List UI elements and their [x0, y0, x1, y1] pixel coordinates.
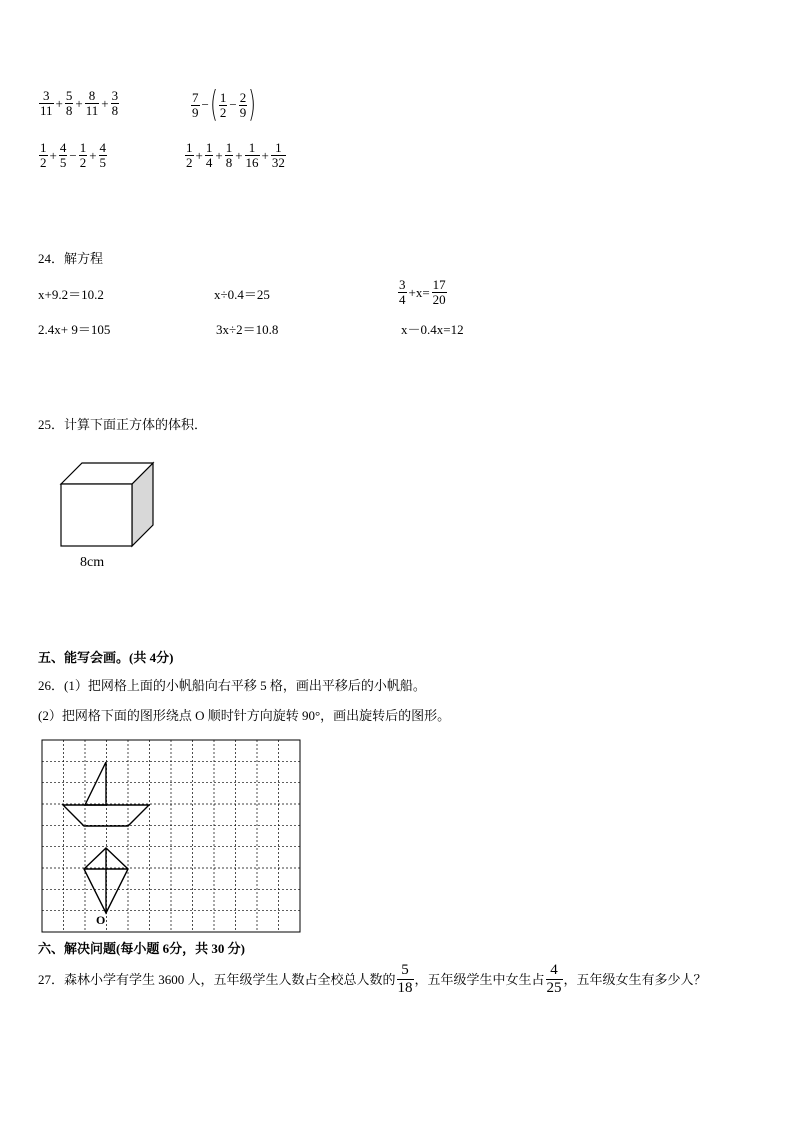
section-5-heading: 五、能写会画。(共 4分): [38, 650, 174, 665]
operator: −: [201, 97, 209, 112]
equation-1: x+9.2＝10.2: [38, 287, 104, 302]
sailboat-sail: [85, 762, 106, 805]
rotation-point-label: O: [96, 913, 106, 927]
fraction: $\frac{8}{11}$: [85, 88, 99, 118]
fraction: $\frac{5}{18}$: [397, 962, 413, 996]
question-24-title: 24．解方程: [38, 251, 104, 266]
fraction: $\frac{3}{4}$: [399, 277, 406, 307]
cube-front-face: [61, 484, 132, 546]
equation-6: x－0.4x=12: [401, 322, 464, 337]
section-6-heading: 六、解决问题(每小题 6分，共 30 分): [38, 941, 245, 956]
fraction: $\frac{1}{2}$: [79, 140, 87, 170]
fraction: $\frac{1}{2}$: [219, 89, 227, 120]
equation-4: 2.4x+ 9＝105: [38, 322, 111, 337]
sailboat-hull: [63, 805, 149, 826]
operator: −: [69, 147, 77, 163]
fraction: $\frac{1}{32}$: [271, 140, 285, 170]
question-27: [38, 962, 707, 997]
left-paren: (: [210, 84, 218, 125]
calc-expression-2: [190, 84, 257, 125]
fraction: $\frac{1}{4}$: [205, 140, 213, 170]
question-26-part-2: (2）把网格下面的图形绕点 O 顺时针方向旋转 90°，画出旋转后的图形。: [38, 708, 451, 723]
fraction: $\frac{1}{2}$: [40, 140, 47, 170]
fraction: $\frac{2}{9}$: [239, 89, 247, 120]
calc-expression-1: [38, 89, 120, 118]
fraction: $\frac{1}{2}$: [186, 140, 193, 170]
question-27-text-c: ，五年级女生有多少人？: [563, 971, 707, 987]
cube-figure: [58, 458, 158, 550]
fraction: $\frac{3}{11}$: [40, 88, 53, 118]
calc-expression-3: [38, 141, 108, 170]
question-26-part-1: 26．(1）把网格上面的小帆船向右平移 5 格，画出平移后的小帆船。: [38, 678, 426, 693]
operator: −: [229, 97, 237, 112]
fraction: $\frac{4}{5}$: [99, 140, 107, 170]
kite-figure: [84, 848, 128, 913]
right-paren: ): [248, 84, 257, 125]
operator: +: [75, 95, 83, 111]
fraction: $\frac{7}{9}$: [192, 89, 199, 120]
drawing-grid: [41, 739, 303, 934]
equation-3: [397, 278, 448, 307]
fraction: $\frac{5}{8}$: [65, 88, 73, 118]
fraction: $\frac{17}{20}$: [432, 277, 446, 307]
operator: +: [49, 147, 57, 163]
calc-expression-4: [184, 141, 287, 170]
fraction: $\frac{1}{8}$: [225, 140, 233, 170]
equation-3-middle: +x=: [408, 284, 430, 300]
fraction: $\frac{3}{8}$: [111, 88, 119, 118]
operator: +: [89, 147, 97, 163]
equation-5: 3x÷2＝10.8: [216, 322, 279, 337]
sailboat-figure: [63, 762, 149, 826]
operator: +: [215, 147, 223, 163]
operator: +: [55, 95, 63, 111]
fraction: $\frac{1}{16}$: [245, 140, 259, 170]
operator: +: [195, 147, 203, 163]
operator: +: [261, 147, 269, 163]
question-27-text-a: 27．森林小学有学生 3600 人，五年级学生人数占全校总人数的: [38, 971, 396, 987]
operator: +: [101, 95, 109, 111]
cube-edge-label: 8cm: [80, 555, 105, 570]
operator: +: [235, 147, 243, 163]
question-25-title: 25．计算下面正方体的体积．: [38, 417, 208, 432]
question-27-text-b: ，五年级学生中女生占: [414, 971, 545, 987]
equation-2: x÷0.4＝25: [214, 287, 270, 302]
fraction: $\frac{4}{5}$: [59, 140, 67, 170]
fraction: $\frac{4}{25}$: [546, 962, 562, 996]
